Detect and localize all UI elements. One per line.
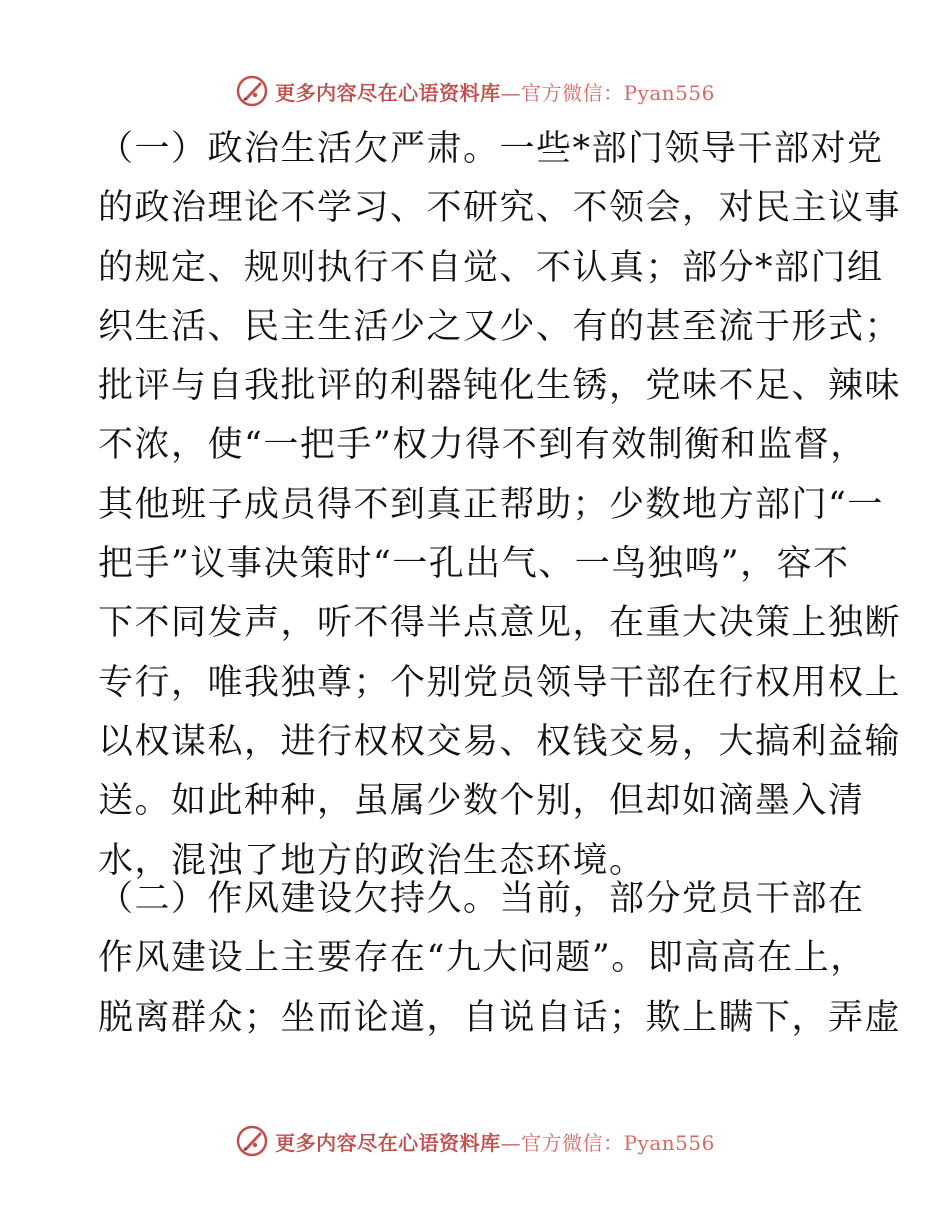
text-line: 专行，唯我独尊；个别党员领导干部在行权用权上 — [98, 662, 902, 703]
watermark-text — [275, 1127, 715, 1156]
text-line: 的规定、规则执行不自觉、不认真；部分*部门组 — [98, 247, 884, 288]
watermark-separator: — — [500, 80, 522, 105]
watermark-separator: — — [500, 1130, 522, 1155]
text-line: （一）政治生活欠严肃。一些*部门领导干部对党 — [98, 129, 884, 169]
watermark-text — [275, 77, 715, 106]
footer-watermark — [0, 1121, 950, 1161]
watermark-contact: 官方微信：Pyan556 — [521, 1130, 715, 1155]
text-line: 织生活、民主生活少之又少、有的甚至流于形式； — [98, 306, 902, 347]
text-line: 把手”议事决策时“一孔出气、一鸟独鸣”，容不 — [98, 544, 850, 585]
text-line: 水，混浊了地方的政治生态环境。 — [98, 840, 646, 881]
text-line: 下不同发声，听不得半点意见，在重大决策上独断 — [98, 603, 902, 644]
text-line: 送。如此种种，虽属少数个别，但却如滴墨入清 — [98, 781, 865, 822]
quill-logo-icon — [235, 74, 269, 108]
paragraph-work-style — [98, 870, 902, 1048]
text-line: 以权谋私，进行权权交易、权钱交易，大搞利益输 — [98, 721, 902, 762]
watermark-brand: 更多内容尽在心语资料库 — [275, 1130, 501, 1155]
text-line: 不浓，使“一把手”权力得不到有效制衡和监督， — [98, 425, 867, 466]
text-line: 脱离群众；坐而论道，自说自话；欺上瞒下，弄虚 — [98, 997, 902, 1038]
paragraph-political-life — [98, 120, 902, 891]
text-line: （二）作风建设欠持久。当前，部分党员干部在 — [98, 879, 865, 919]
text-line: 其他班子成员得不到真正帮助；少数地方部门“一 — [98, 484, 884, 525]
watermark-contact: 官方微信：Pyan556 — [521, 80, 715, 105]
header-watermark — [0, 71, 950, 111]
watermark-brand: 更多内容尽在心语资料库 — [275, 80, 501, 105]
text-line: 作风建设上主要存在“九大问题”。即高高在上， — [98, 938, 867, 979]
text-line: 的政治理论不学习、不研究、不领会，对民主议事 — [98, 188, 902, 229]
quill-logo-icon — [235, 1124, 269, 1158]
text-line: 批评与自我批评的利器钝化生锈，党味不足、辣味 — [98, 366, 902, 407]
